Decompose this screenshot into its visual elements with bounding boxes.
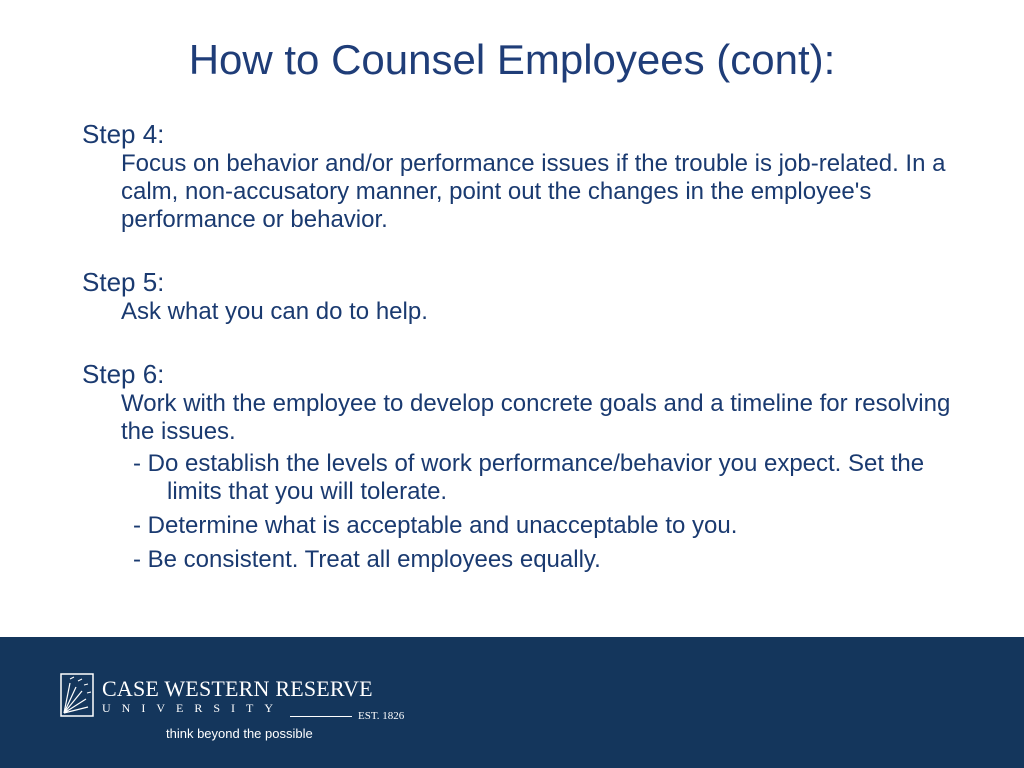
university-logo xyxy=(60,673,405,745)
logo-rule xyxy=(290,716,352,717)
sub-item: - Be consistent. Treat all employees equally. xyxy=(133,546,601,573)
sub-list xyxy=(82,450,962,574)
step-5 xyxy=(82,266,962,326)
step-heading: Step 6: xyxy=(82,359,165,389)
slide-body xyxy=(82,118,962,606)
sub-item: - Determine what is acceptable and unacceptable to you. xyxy=(133,512,738,539)
slide-title: How to Counsel Employees (cont): xyxy=(188,36,836,83)
step-heading: Step 5: xyxy=(82,267,165,297)
logo-mark-icon xyxy=(60,673,94,717)
tagline: think beyond the possible xyxy=(166,726,313,741)
sub-item: - Do establish the levels of work performance/behavior you expect. Set the limits that you will tolerate. xyxy=(133,450,925,505)
logo-university: UNIVERSITY xyxy=(102,701,284,715)
step-text: Work with the employee to develop concrete goals and a timeline for resolving the issues. xyxy=(121,390,951,445)
step-text: Focus on behavior and/or performance issues if the trouble is job-related. In a calm, non-accusatory manner, point out the changes in the employee's performance or behavior. xyxy=(121,150,946,233)
logo-name: CASE WESTERN RESERVE xyxy=(102,676,373,701)
logo-est: EST. 1826 xyxy=(358,710,405,722)
step-4 xyxy=(82,118,962,234)
step-text: Ask what you can do to help. xyxy=(121,298,428,325)
step-6 xyxy=(82,358,962,574)
step-heading: Step 4: xyxy=(82,119,165,149)
